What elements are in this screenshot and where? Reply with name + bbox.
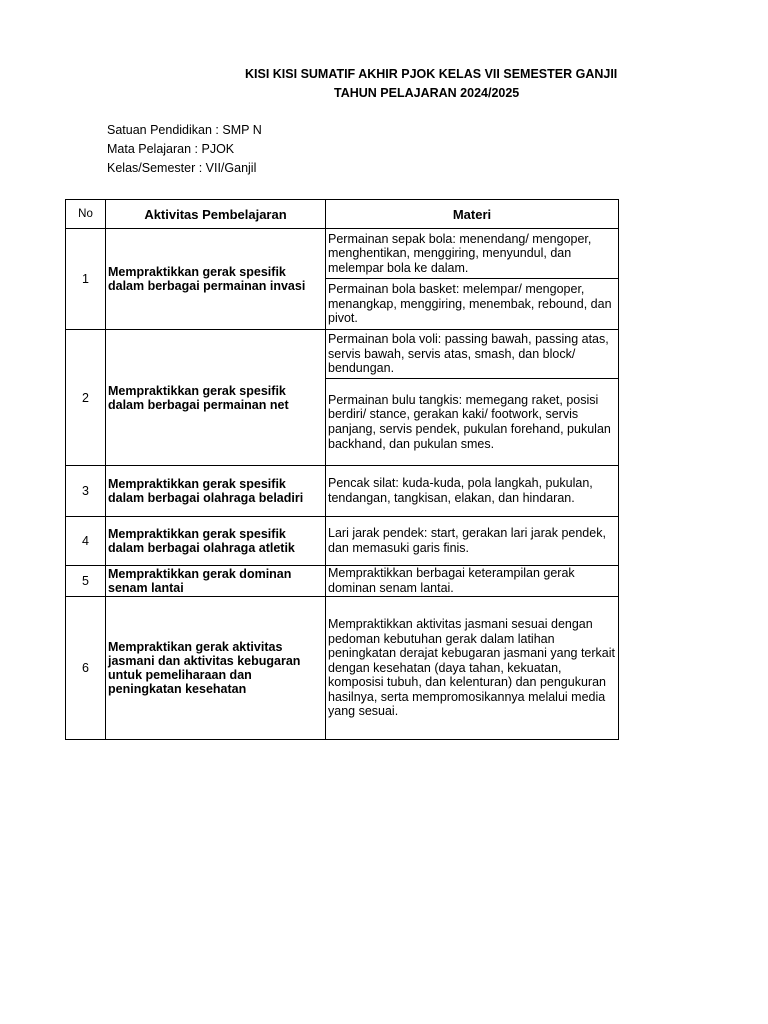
row-number: 5 <box>66 566 106 597</box>
row-number: 4 <box>66 517 106 566</box>
table-header-row <box>66 200 619 229</box>
row-number: 6 <box>66 597 106 740</box>
header-aktivitas: Aktivitas Pembelajaran <box>106 200 326 229</box>
row-number: 3 <box>66 466 106 517</box>
row-materi: Mempraktikkan aktivitas jasmani sesuai dengan pedoman kebutuhan gerak dalam latihan peningkatan derajat kebugaran jasmani yang terkait dengan kesehatan (daya tahan, kekuatan, komposisi tubuh, dan kelenturan) dan pengukuran hasilnya, serta mempromosikannya melalui media yang sesuai. <box>326 597 619 740</box>
row-materi: Permainan bola voli: passing bawah, passing atas, servis bawah, servis atas, smash, dan block/ bendungan. <box>326 330 619 379</box>
kisi-kisi-table <box>65 199 619 740</box>
row-materi: Lari jarak pendek: start, gerakan lari jarak pendek, dan memasuki garis finis. <box>326 517 619 566</box>
row-materi: Permainan bulu tangkis: memegang raket, posisi berdiri/ stance, gerakan kaki/ footwork, servis panjang, servis pendek, pukulan forehand, pukulan backhand, dan pukulan smes. <box>326 379 619 466</box>
satuan-pendidikan: Satuan Pendidikan : SMP N <box>107 123 262 137</box>
row-aktivitas: Mempraktikan gerak aktivitas jasmani dan aktivitas kebugaran untuk pemeliharaan dan peningkatan kesehatan <box>106 597 326 740</box>
row-number: 1 <box>66 229 106 330</box>
header-materi: Materi <box>326 200 619 229</box>
table-row <box>66 566 619 597</box>
mata-pelajaran: Mata Pelajaran : PJOK <box>107 142 235 156</box>
row-aktivitas: Mempraktikkan gerak dominan senam lantai <box>106 566 326 597</box>
row-aktivitas: Mempraktikkan gerak spesifik dalam berbagai olahraga beladiri <box>106 466 326 517</box>
row-materi: Permainan bola basket: melempar/ mengoper, menangkap, menggiring, menembak, rebound, dan pivot. <box>326 279 619 330</box>
row-aktivitas: Mempraktikkan gerak spesifik dalam berbagai permainan invasi <box>106 229 326 330</box>
table-row <box>66 597 619 740</box>
row-aktivitas: Mempraktikkan gerak spesifik dalam berbagai permainan net <box>106 330 326 466</box>
row-materi: Pencak silat: kuda-kuda, pola langkah, pukulan, tendangan, tangkisan, elakan, dan hindaran. <box>326 466 619 517</box>
header-no: No <box>66 200 106 229</box>
table-row <box>66 517 619 566</box>
table-row <box>66 466 619 517</box>
row-materi: Mempraktikkan berbagai keterampilan gerak dominan senam lantai. <box>326 566 619 597</box>
row-number: 2 <box>66 330 106 466</box>
row-aktivitas: Mempraktikkan gerak spesifik dalam berbagai olahraga atletik <box>106 517 326 566</box>
document-title-line-1: KISI KISI SUMATIF AKHIR PJOK KELAS VII SEMESTER GANJII <box>245 67 618 81</box>
kelas-semester: Kelas/Semester : VII/Ganjil <box>107 161 257 175</box>
document-title-line-2: TAHUN PELAJARAN 2024/2025 <box>334 86 520 100</box>
table-row <box>66 229 619 279</box>
table-row <box>66 330 619 379</box>
row-materi: Permainan sepak bola: menendang/ mengoper, menghentikan, menggiring, menyundul, dan melempar bola ke dalam. <box>326 229 619 279</box>
